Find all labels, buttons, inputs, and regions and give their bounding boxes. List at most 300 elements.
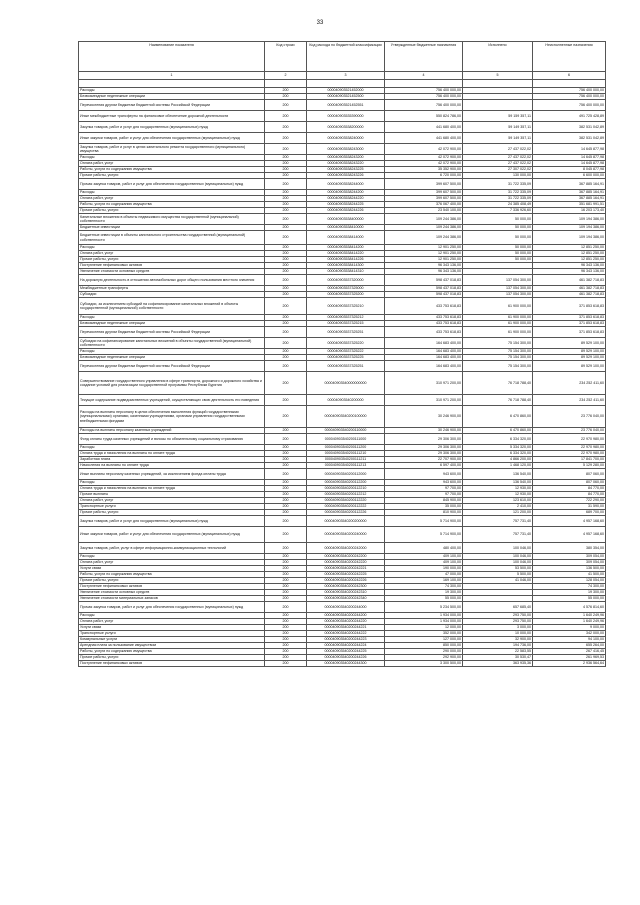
line-code-cell: 200 — [265, 637, 307, 643]
line-code-cell: 200 — [265, 510, 307, 516]
remaining-amount-cell: 22 970 980,00 — [533, 434, 606, 445]
executed-amount-cell: 757 731,40 — [463, 527, 533, 543]
approved-amount-cell: 169 100,00 — [385, 578, 463, 584]
indicator-name-cell: Иные закупки товаров, работ и услуг для обеспечения государственных (муниципальных) нужд — [79, 133, 265, 144]
remaining-amount-cell: 16 203 173,40 — [533, 208, 606, 214]
remaining-amount-cell: 89 529 100,00 — [533, 355, 606, 361]
line-code-cell: 200 — [265, 214, 307, 225]
table-row — [79, 543, 606, 554]
line-code-cell: 200 — [265, 372, 307, 395]
line-code-cell: 200 — [265, 428, 307, 434]
remaining-amount-cell: 109 194 386,00 — [533, 214, 606, 225]
remaining-amount-cell: 6 600 000,00 — [533, 173, 606, 179]
indicator-name-cell: Безвозмездные неденежные операции — [79, 355, 265, 361]
budget-code-cell: 000040903540200200000 — [307, 516, 385, 527]
line-code-cell: 200 — [265, 231, 307, 245]
remaining-amount-cell: 17 841 700,00 — [533, 457, 606, 463]
executed-amount-cell: 6 334 320,00 — [463, 434, 533, 445]
line-code-cell: 200 — [265, 406, 307, 428]
indicator-name-cell: Оплата работ, услуг — [79, 251, 265, 257]
line-code-cell: 200 — [265, 631, 307, 637]
executed-amount-cell: 12 930,00 — [463, 492, 533, 498]
budget-code-cell: 000040903537325251 — [307, 327, 385, 338]
header-approved: Утвержденные бюджетные назначения — [385, 42, 463, 72]
line-code-cell: 200 — [265, 133, 307, 144]
table-row — [79, 516, 606, 527]
table-row — [79, 372, 606, 395]
header-executed: Исполнено — [463, 42, 533, 72]
remaining-amount-cell: 234 252 411,60 — [533, 395, 606, 406]
budget-code-cell: 000040903540200112222 — [307, 504, 385, 510]
indicator-name-cell: Фонд оплаты труда казенных учреждений и взносы по обязательному социальному страхованию — [79, 434, 265, 445]
budget-code-cell: 000040903540200112000 — [307, 469, 385, 480]
executed-amount-cell: 137 054 300,00 — [463, 286, 533, 292]
budget-code-cell: 000040903540200242300 — [307, 584, 385, 590]
executed-amount-cell: 76 718 788,40 — [463, 395, 533, 406]
line-code-cell: 200 — [265, 245, 307, 251]
budget-code-cell: 000040903540200110000 — [307, 428, 385, 434]
executed-amount-cell: 75 154 300,00 — [463, 349, 533, 355]
line-code-cell: 200 — [265, 355, 307, 361]
indicator-name-cell: Прочая закупка товаров, работ и услуг для обеспечения государственных (муниципальных) нужд — [79, 179, 265, 190]
indicator-name-cell: Услуги связи — [79, 625, 265, 631]
approved-amount-cell: 35 000,00 — [385, 504, 463, 510]
budget-code-cell: 000040903538243226 — [307, 173, 385, 179]
budget-code-cell: 000040903540200244223 — [307, 637, 385, 643]
line-code-cell: 200 — [265, 486, 307, 492]
table-row — [79, 122, 606, 133]
line-code-cell: 200 — [265, 480, 307, 486]
remaining-amount-cell: 309 054,00 — [533, 554, 606, 560]
approved-amount-cell: 598 437 018,83 — [385, 275, 463, 286]
line-code-cell: 200 — [265, 613, 307, 619]
executed-amount-cell: 75 154 300,00 — [463, 355, 533, 361]
indicator-name-cell: Совершенствование государственного управления в сфере транспорта, дорожного и дорожного хозяйства и создание условий для реализации государственной программы Республики Бурятия — [79, 372, 265, 395]
budget-code-cell: 000040903540200111210 — [307, 451, 385, 457]
approved-amount-cell: 30 246 900,00 — [385, 406, 463, 428]
remaining-amount-cell: 22 970 980,00 — [533, 445, 606, 451]
table-row — [79, 395, 606, 406]
indicator-name-cell: Расходы на выплаты персоналу казенных учреждений — [79, 428, 265, 434]
approved-amount-cell: 109 244 386,00 — [385, 231, 463, 245]
budget-code-cell: 000040903540200242221 — [307, 566, 385, 572]
remaining-amount-cell: 84 770,00 — [533, 492, 606, 498]
indicator-name-cell: Поступление нефинансовых активов — [79, 661, 265, 667]
indicator-name-cell: Арендная плата за пользование имуществом — [79, 643, 265, 649]
executed-amount-cell: 5 500,00 — [463, 572, 533, 578]
executed-amount-cell: 27 437 022,02 — [463, 144, 533, 155]
indicator-name-cell: Безвозмездные неденежные операции — [79, 94, 265, 100]
line-code-cell: 200 — [265, 286, 307, 292]
budget-code-cell: 000040903538244226 — [307, 208, 385, 214]
remaining-amount-cell: 367 885 164,91 — [533, 196, 606, 202]
line-code-cell: 200 — [265, 208, 307, 214]
remaining-amount-cell: 89 529 100,00 — [533, 361, 606, 372]
budget-code-cell: 000040903540200111000 — [307, 434, 385, 445]
line-code-cell: 200 — [265, 298, 307, 315]
approved-amount-cell: 292 900,00 — [385, 655, 463, 661]
approved-amount-cell: 3 300 500,00 — [385, 661, 463, 667]
line-code-cell: 200 — [265, 395, 307, 406]
budget-code-cell: 000040903537325210 — [307, 298, 385, 315]
line-code-cell: 200 — [265, 122, 307, 133]
table-row — [79, 406, 606, 428]
approved-amount-cell: 376 067 400,00 — [385, 202, 463, 208]
table-row — [79, 434, 606, 445]
approved-amount-cell: 35 352 900,00 — [385, 167, 463, 173]
budget-code-cell — [307, 80, 385, 88]
line-code-cell: 200 — [265, 590, 307, 596]
budget-code-cell: 000040903540200242226 — [307, 578, 385, 584]
budget-code-cell: 000040903540200111213 — [307, 463, 385, 469]
remaining-amount-cell: 31 590,00 — [533, 504, 606, 510]
approved-amount-cell: 352 000,00 — [385, 631, 463, 637]
budget-code-cell: 000040903538414310 — [307, 269, 385, 275]
budget-code-cell: 000040903537325212 — [307, 315, 385, 321]
line-code-cell: 200 — [265, 167, 307, 173]
executed-amount-cell: 22 583,55 — [463, 649, 533, 655]
budget-code-cell: 000040903538243220 — [307, 161, 385, 167]
approved-amount-cell: 550 824 786,00 — [385, 111, 463, 122]
approved-amount-cell: 164 683 400,00 — [385, 361, 463, 372]
remaining-amount-cell: 756 400 000,00 — [533, 94, 606, 100]
executed-amount-cell: 100 046,00 — [463, 560, 533, 566]
approved-amount-cell: 5 234 500,00 — [385, 602, 463, 613]
budget-code-cell: 000040903521452551 — [307, 100, 385, 111]
indicator-name-cell: Расходы — [79, 445, 265, 451]
budget-code-cell: 000040903538243200 — [307, 155, 385, 161]
budget-code-cell: 000040903538244000 — [307, 179, 385, 190]
remaining-amount-cell: 23 776 040,00 — [533, 406, 606, 428]
remaining-amount-cell: 12 851 250,00 — [533, 245, 606, 251]
remaining-amount-cell: 12 851 250,00 — [533, 251, 606, 257]
budget-code-cell: 000040903540200100000 — [307, 406, 385, 428]
approved-amount-cell: 74 300,00 — [385, 584, 463, 590]
executed-amount-cell: 27 437 022,02 — [463, 161, 533, 167]
budget-code-cell: 000040903538414200 — [307, 245, 385, 251]
indicator-name-cell: Иные закупки товаров, работ и услуг для обеспечения государственных (муниципальных) нужд — [79, 527, 265, 543]
budget-code-cell: 000040903540200112226 — [307, 510, 385, 516]
line-code-cell: 200 — [265, 527, 307, 543]
indicator-name-cell: Безвозмездные неденежные операции — [79, 321, 265, 327]
column-number: 5 — [463, 72, 533, 80]
approved-amount-cell: 433 753 618,83 — [385, 315, 463, 321]
line-code-cell: 200 — [265, 602, 307, 613]
budget-code-cell: 000040903540200111200 — [307, 445, 385, 451]
line-code-cell: 200 — [265, 292, 307, 298]
approved-amount-cell: 55 000,00 — [385, 596, 463, 602]
indicator-name-cell: Иные выплаты персоналу казенных учреждений, за исключением фонда оплаты труда — [79, 469, 265, 480]
executed-amount-cell: 53 500,00 — [463, 566, 533, 572]
budget-code-cell: 000040903540200244221 — [307, 625, 385, 631]
budget-code-cell: 000040903540200244300 — [307, 661, 385, 667]
line-code-cell: 200 — [265, 251, 307, 257]
remaining-amount-cell: 4 957 168,60 — [533, 516, 606, 527]
remaining-amount-cell: 2 936 564,64 — [533, 661, 606, 667]
line-code-cell: 200 — [265, 349, 307, 355]
indicator-name-cell: Расходы — [79, 554, 265, 560]
approved-amount-cell: 310 971 200,00 — [385, 372, 463, 395]
column-number: 3 — [307, 72, 385, 80]
remaining-amount-cell: 94 100,00 — [533, 637, 606, 643]
indicator-name-cell: Начисления на выплаты по оплате труда — [79, 463, 265, 469]
remaining-amount-cell: 109 194 386,00 — [533, 225, 606, 231]
table-row — [79, 144, 606, 155]
line-code-cell: 200 — [265, 338, 307, 349]
table-row — [79, 661, 606, 667]
indicator-name-cell: Субсидии на софинансирование капитальных вложений в объекты государственной (муниципальной) собственности — [79, 338, 265, 349]
remaining-amount-cell: 41 500,00 — [533, 572, 606, 578]
budget-code-cell: 000040903540200244225 — [307, 649, 385, 655]
line-code-cell: 200 — [265, 144, 307, 155]
remaining-amount-cell: 371 853 618,83 — [533, 327, 606, 338]
executed-amount-cell: 59 159 357,11 — [463, 111, 533, 122]
indicator-name-cell: Оплата работ, услуг — [79, 498, 265, 504]
indicator-name-cell: Увеличение стоимости основных средств — [79, 590, 265, 596]
remaining-amount-cell: 807 060,00 — [533, 469, 606, 480]
line-code-cell: 200 — [265, 516, 307, 527]
approved-amount-cell: 943 600,00 — [385, 480, 463, 486]
line-code-cell: 200 — [265, 572, 307, 578]
executed-amount-cell: 61 900 000,00 — [463, 327, 533, 338]
budget-code-cell: 000040903540200112210 — [307, 486, 385, 492]
approved-amount-cell: 190 000,00 — [385, 566, 463, 572]
line-code-cell: 200 — [265, 173, 307, 179]
executed-amount-cell: 31 722 335,09 — [463, 190, 533, 196]
executed-amount-cell: 100 046,00 — [463, 554, 533, 560]
budget-execution-table — [78, 41, 606, 667]
budget-code-cell: 000040903540200242220 — [307, 560, 385, 566]
table-header-row — [79, 42, 606, 72]
budget-code-cell: 000040903538244225 — [307, 202, 385, 208]
budget-code-cell: 000040903537320000 — [307, 275, 385, 286]
remaining-amount-cell: 12 851 250,00 — [533, 257, 606, 263]
remaining-amount-cell: 461 382 718,83 — [533, 286, 606, 292]
indicator-name-cell: Расходы — [79, 190, 265, 196]
approved-amount-cell: 433 753 618,83 — [385, 321, 463, 327]
approved-amount-cell: 97 700,00 — [385, 492, 463, 498]
indicator-name-cell: Прочие работы, услуги — [79, 510, 265, 516]
table-row — [79, 231, 606, 245]
table-row — [79, 133, 606, 144]
remaining-amount-cell: 1 640 249,96 — [533, 619, 606, 625]
remaining-amount-cell: 807 060,00 — [533, 480, 606, 486]
indicator-name-cell: Перечисления другим бюджетам бюджетной системы Российской Федерации — [79, 100, 265, 111]
remaining-amount-cell: 689 700,00 — [533, 510, 606, 516]
column-number: 4 — [385, 72, 463, 80]
budget-code-cell: 000040903537325000 — [307, 286, 385, 292]
line-code-cell: 200 — [265, 111, 307, 122]
approved-amount-cell: 164 683 400,00 — [385, 355, 463, 361]
line-code-cell: 200 — [265, 566, 307, 572]
approved-amount-cell: 598 437 018,83 — [385, 292, 463, 298]
approved-amount-cell: 19 300,00 — [385, 590, 463, 596]
approved-amount-cell: 943 600,00 — [385, 469, 463, 480]
budget-code-cell: 000040903521452500 — [307, 94, 385, 100]
approved-amount-cell: 12 901 250,00 — [385, 245, 463, 251]
executed-amount-cell: 1 468 120,00 — [463, 463, 533, 469]
approved-amount-cell: 164 683 400,00 — [385, 338, 463, 349]
budget-code-cell: 000040903537325220 — [307, 338, 385, 349]
executed-amount-cell: 50 000,00 — [463, 214, 533, 225]
approved-amount-cell: 756 400 000,00 — [385, 100, 463, 111]
indicator-name-cell: Поступление нефинансовых активов — [79, 263, 265, 269]
indicator-name-cell: Капитальные вложения в объекты недвижимого имущества государственной (муниципальной) собственности — [79, 214, 265, 225]
column-number: 1 — [79, 72, 265, 80]
remaining-amount-cell: 342 000,00 — [533, 631, 606, 637]
remaining-amount-cell: 722 290,00 — [533, 498, 606, 504]
indicator-name-cell: Закупка товаров, работ, услуг в сфере информационно-коммуникационных технологий — [79, 543, 265, 554]
table-row — [79, 602, 606, 613]
indicator-name-cell: Текущие содержание подведомственных учреждений, осуществляющих свою деятельность его поведения — [79, 395, 265, 406]
line-code-cell: 200 — [265, 257, 307, 263]
indicator-name-cell: Оплата работ, услуг — [79, 619, 265, 625]
indicator-name-cell: Работы, услуги по содержанию имущества — [79, 649, 265, 655]
approved-amount-cell: 399 607 500,00 — [385, 196, 463, 202]
approved-amount-cell: 441 680 400,00 — [385, 133, 463, 144]
executed-amount-cell: 50 000,00 — [463, 245, 533, 251]
table-row — [79, 338, 606, 349]
line-code-cell: 200 — [265, 543, 307, 554]
remaining-amount-cell: 367 885 164,91 — [533, 190, 606, 196]
executed-amount-cell: 24 385 408,49 — [463, 202, 533, 208]
line-code-cell: 200 — [265, 578, 307, 584]
indicator-name-cell: Оплата работ, услуг — [79, 196, 265, 202]
budget-code-cell: 000040903540200242340 — [307, 596, 385, 602]
executed-amount-cell: 61 900 000,00 — [463, 315, 533, 321]
indicator-name-cell: Оплата работ, услуг — [79, 161, 265, 167]
line-code-cell: 200 — [265, 196, 307, 202]
executed-amount-cell: 757 731,40 — [463, 516, 533, 527]
approved-amount-cell: 433 753 618,83 — [385, 327, 463, 338]
executed-amount-cell: 50 000,00 — [463, 231, 533, 245]
budget-code-cell: 000040903540200242225 — [307, 572, 385, 578]
approved-amount-cell: 12 901 250,00 — [385, 257, 463, 263]
approved-amount-cell: 109 244 386,00 — [385, 214, 463, 225]
indicator-name-cell: Работы, услуги по содержанию имущества — [79, 202, 265, 208]
approved-amount-cell: 29 306 300,00 — [385, 434, 463, 445]
executed-amount-cell: 61 900 000,00 — [463, 321, 533, 327]
indicator-name-cell: Прочие работы, услуги — [79, 578, 265, 584]
line-code-cell: 200 — [265, 361, 307, 372]
budget-code-cell: 000040903538414000 — [307, 231, 385, 245]
remaining-amount-cell: 371 853 618,83 — [533, 321, 606, 327]
line-code-cell: 200 — [265, 596, 307, 602]
remaining-amount-cell: 84 770,00 — [533, 486, 606, 492]
remaining-amount-cell: 234 252 411,60 — [533, 372, 606, 395]
remaining-amount-cell: 22 970 980,00 — [533, 451, 606, 457]
approved-amount-cell: 598 437 018,83 — [385, 286, 463, 292]
budget-code-cell: 000040903537325251 — [307, 361, 385, 372]
budget-code-cell: 000040903540000000000 — [307, 372, 385, 395]
header-line-code: Код строки — [265, 42, 307, 72]
indicator-name-cell: На дорожную деятельность в отношении автомобильных дорог общего пользования местного значения — [79, 275, 265, 286]
line-code-cell: 200 — [265, 560, 307, 566]
budget-code-cell: 000040903540200244226 — [307, 655, 385, 661]
indicator-name-cell: Коммунальные услуги — [79, 637, 265, 643]
executed-amount-cell: 27 437 022,02 — [463, 155, 533, 161]
indicator-name-cell: Увеличение стоимости основных средств — [79, 269, 265, 275]
approved-amount-cell: 5 714 900,00 — [385, 516, 463, 527]
indicator-name-cell: Межбюджетные трансферты — [79, 286, 265, 292]
remaining-amount-cell: 461 382 718,83 — [533, 292, 606, 298]
indicator-name-cell: Субсидии — [79, 292, 265, 298]
approved-amount-cell: 109 244 386,00 — [385, 225, 463, 231]
line-code-cell: 200 — [265, 321, 307, 327]
budget-code-cell: 000040903538414300 — [307, 263, 385, 269]
indicator-name-cell: Расходы на выплаты персоналу в целях обеспечения выполнения функций государственными (муниципальными) органами, казенными учреждениями, органами управления государственными внебюджетными фондами — [79, 406, 265, 428]
approved-amount-cell: 310 971 200,00 — [385, 395, 463, 406]
executed-amount-cell — [463, 100, 533, 111]
executed-amount-cell: 61 900 000,00 — [463, 298, 533, 315]
remaining-amount-cell: 89 529 100,00 — [533, 349, 606, 355]
budget-code-cell: 000040903538243225 — [307, 167, 385, 173]
remaining-amount-cell: 351 681 991,51 — [533, 202, 606, 208]
indicator-name-cell: Расходы — [79, 88, 265, 94]
executed-amount-cell: 4 866 200,00 — [463, 457, 533, 463]
remaining-amount-cell: 309 054,00 — [533, 560, 606, 566]
budget-code-cell: 000040903538244220 — [307, 196, 385, 202]
executed-amount-cell: 136 540,00 — [463, 469, 533, 480]
table-row — [79, 100, 606, 111]
approved-amount-cell: 42 072 900,00 — [385, 161, 463, 167]
line-code-cell: 200 — [265, 457, 307, 463]
executed-amount-cell: 194 736,00 — [463, 643, 533, 649]
budget-code-cell: 000040903540200244222 — [307, 631, 385, 637]
line-code-cell: 200 — [265, 190, 307, 196]
executed-amount-cell: 76 718 788,40 — [463, 372, 533, 395]
executed-amount-cell: 2 410,00 — [463, 504, 533, 510]
header-indicator-name: Наименование показателя — [79, 42, 265, 72]
indicator-name-cell: Транспортные услуги — [79, 504, 265, 510]
approved-amount-cell: 22 707 900,00 — [385, 457, 463, 463]
approved-amount-cell: 399 607 500,00 — [385, 190, 463, 196]
remaining-amount-cell: 19 300,00 — [533, 590, 606, 596]
line-code-cell: 200 — [265, 100, 307, 111]
indicator-name-cell: Расходы — [79, 245, 265, 251]
remaining-amount-cell: 371 853 618,83 — [533, 315, 606, 321]
table-row — [79, 469, 606, 480]
executed-amount-cell: 657 685,40 — [463, 602, 533, 613]
indicator-name-cell: Бюджетные инвестиции в объекты капитального строительства государственной (муниципальной) собственности — [79, 231, 265, 245]
indicator-name-cell: Прочие работы, услуги — [79, 208, 265, 214]
budget-code-cell: 000040903540200240000 — [307, 527, 385, 543]
indicator-name-cell: Субсидии, за исключением субсидий на софинансирование капитальных вложений в объекты государственной (муниципальной) собственности — [79, 298, 265, 315]
budget-code-cell: 000040903538243000 — [307, 144, 385, 155]
budget-code-cell: 000040903540200112200 — [307, 480, 385, 486]
remaining-amount-cell: 461 382 718,83 — [533, 275, 606, 286]
remaining-amount-cell: 74 300,00 — [533, 584, 606, 590]
remaining-amount-cell: 382 531 042,89 — [533, 122, 606, 133]
indicator-name-cell: Транспортные услуги — [79, 631, 265, 637]
budget-code-cell: 000040903521452000 — [307, 88, 385, 94]
remaining-amount-cell: 4 576 814,60 — [533, 602, 606, 613]
approved-amount-cell: 290 000,00 — [385, 649, 463, 655]
approved-amount-cell: 96 343 136,00 — [385, 263, 463, 269]
column-number: 2 — [265, 72, 307, 80]
remaining-amount-cell: 23 776 040,00 — [533, 428, 606, 434]
indicator-name-cell: Прочие выплаты — [79, 492, 265, 498]
budget-code-cell: 000040903540200244224 — [307, 643, 385, 649]
remaining-amount-cell: 756 400 000,00 — [533, 100, 606, 111]
indicator-name-cell: Закупка товаров, работ и услуг в целях капитального ремонта государственного (муниципального) имущества — [79, 144, 265, 155]
remaining-amount-cell: 655 264,00 — [533, 643, 606, 649]
budget-code-cell: 000040903537325222 — [307, 349, 385, 355]
approved-amount-cell: 6 597 400,00 — [385, 463, 463, 469]
approved-amount-cell: 30 246 900,00 — [385, 428, 463, 434]
table-row — [79, 111, 606, 122]
executed-amount-cell: 137 054 300,00 — [463, 292, 533, 298]
